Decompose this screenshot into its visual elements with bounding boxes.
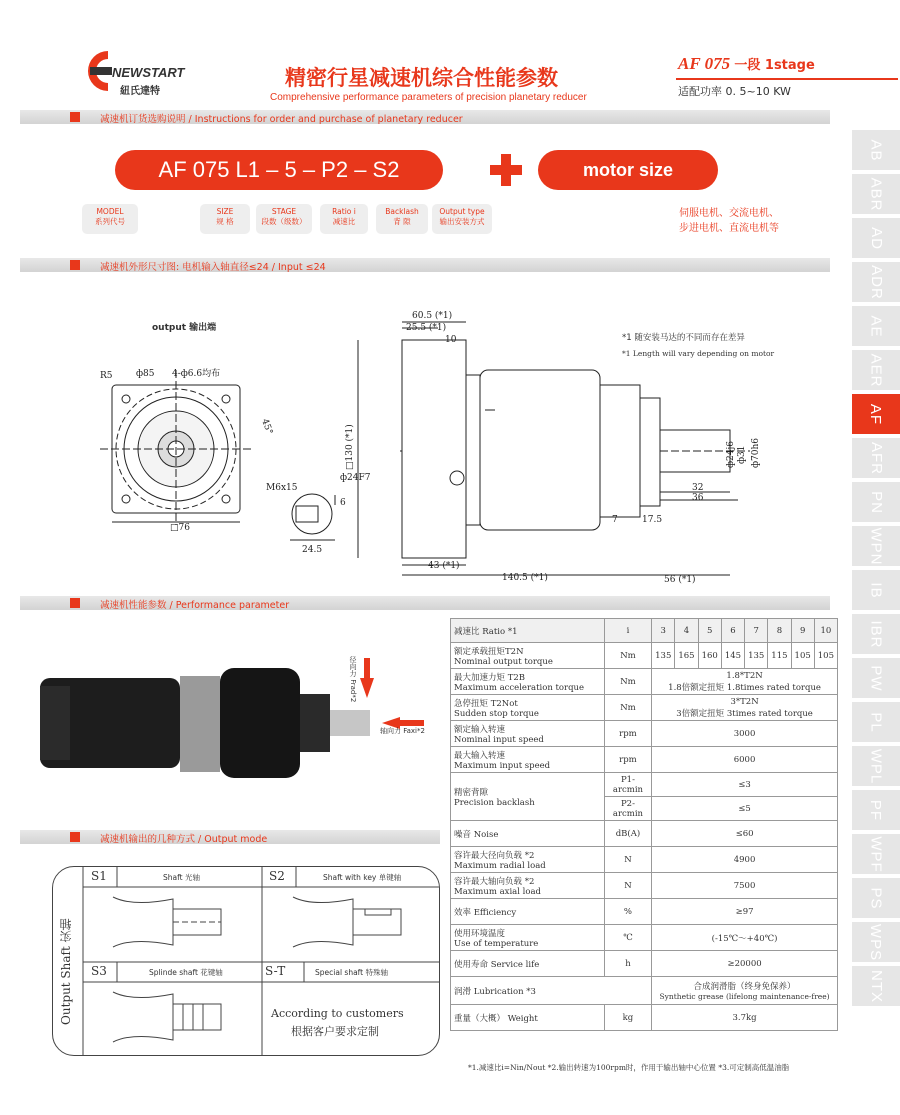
table-cell: 使用环境温度 Use of temperature xyxy=(451,925,605,951)
custom-note-cn: 根据客户要求定制 xyxy=(291,1025,379,1038)
table-cell: 160 xyxy=(698,643,721,669)
table-cell: dB(A) xyxy=(604,821,651,847)
svg-text:ф24F7: ф24F7 xyxy=(340,473,371,483)
side-tab-ibr[interactable] xyxy=(852,614,900,656)
side-tab-label: PL xyxy=(867,711,885,733)
section-marker xyxy=(70,832,80,842)
page-subtitle: Comprehensive performance parameters of precision planetary reducer xyxy=(270,92,587,103)
svg-text:ф31: ф31 xyxy=(737,445,747,464)
side-tab-ad[interactable] xyxy=(852,218,900,260)
table-cell: N xyxy=(604,847,651,873)
side-tab-label: AB xyxy=(867,138,885,162)
side-tab-wps[interactable] xyxy=(852,922,900,964)
side-tab-label: ADR xyxy=(867,264,885,300)
table-row xyxy=(451,1005,838,1031)
table-cell: P2-arcmin xyxy=(604,797,651,821)
section-order xyxy=(20,110,830,124)
table-row xyxy=(451,847,838,873)
table-cell: ≥20000 xyxy=(652,951,838,977)
table-cell: 3*T2N 3倍额定扭矩 3times rated torque xyxy=(652,695,838,721)
table-row xyxy=(451,695,838,721)
section-marker xyxy=(70,598,80,608)
side-tab-label: PF xyxy=(867,799,885,821)
side-tab-label: AD xyxy=(867,226,885,250)
svg-text:24.5: 24.5 xyxy=(302,545,323,555)
side-tab-ntx[interactable] xyxy=(852,966,900,1008)
svg-text:□130 (*1): □130 (*1) xyxy=(345,424,355,470)
table-row xyxy=(451,643,838,669)
tag-stage: STAGE 段数（级数） xyxy=(256,204,312,234)
side-tab-adr[interactable] xyxy=(852,262,900,304)
tag-backlash: Backlash 背 隙 xyxy=(376,204,428,234)
tag-model: MODEL 系列代号 xyxy=(82,204,138,234)
svg-text:56 (*1): 56 (*1) xyxy=(664,575,696,585)
table-cell: 6000 xyxy=(652,747,838,773)
brand-name: NEWSTART xyxy=(112,65,185,80)
motor-size-pill: motor size xyxy=(538,150,718,190)
mode-s1-name: Shaft 光轴 xyxy=(163,873,200,882)
brand-sub: 紐氏達特 xyxy=(120,86,160,97)
side-tab-label: PW xyxy=(867,664,885,692)
table-cell: 3 xyxy=(652,619,675,643)
side-tab-label: WPL xyxy=(867,748,885,784)
table-cell: % xyxy=(604,899,651,925)
svg-text:ф70h6: ф70h6 xyxy=(751,437,761,468)
table-cell: Nm xyxy=(604,695,651,721)
table-cell: 合成润滑脂（终身免保养） Synthetic grease (lifelong maintenance-free) xyxy=(652,977,838,1005)
radial-force-label: 径向力 Frad*2 xyxy=(349,656,357,703)
side-tab-label: AE xyxy=(867,314,885,338)
model-power: 适配功率 0. 5~10 KW xyxy=(678,85,791,98)
side-tab-label: PN xyxy=(867,490,885,514)
table-row xyxy=(451,669,838,695)
side-tab-label: AF xyxy=(867,403,885,425)
table-cell: 115 xyxy=(768,643,791,669)
section-dims xyxy=(20,258,830,272)
table-cell: ℃ xyxy=(604,925,651,951)
side-tab-ib[interactable] xyxy=(852,570,900,612)
tag-output-type: Output type 输出安装方式 xyxy=(432,204,492,234)
table-cell: 5 xyxy=(698,619,721,643)
svg-text:43 (*1): 43 (*1) xyxy=(428,561,460,571)
side-tab-ae[interactable] xyxy=(852,306,900,348)
table-cell: 4 xyxy=(675,619,698,643)
svg-text:45°: 45° xyxy=(259,417,275,437)
side-tab-label: AFR xyxy=(867,441,885,475)
svg-text:6: 6 xyxy=(340,498,346,508)
side-tab-label: PS xyxy=(867,886,885,910)
table-cell: 7 xyxy=(745,619,768,643)
side-tab-label: IB xyxy=(867,581,885,599)
side-tab-ab[interactable] xyxy=(852,130,900,172)
output-mode-table xyxy=(52,866,440,1056)
table-cell: 润滑 Lubrication *3 xyxy=(451,977,652,1005)
table-cell: 额定承载扭矩T2N Nominal output torque xyxy=(451,643,605,669)
svg-text:36: 36 xyxy=(692,493,704,503)
table-cell: 急停扭矩 T2Not Sudden stop torque xyxy=(451,695,605,721)
table-cell: 10 xyxy=(814,619,837,643)
side-tab-pn[interactable] xyxy=(852,482,900,524)
svg-text:140.5 (*1): 140.5 (*1) xyxy=(502,573,548,583)
svg-text:M6x15: M6x15 xyxy=(266,483,298,493)
plus-icon xyxy=(486,150,526,190)
side-tab-pl[interactable] xyxy=(852,702,900,744)
length-note: *1 随安装马达的不同而存在差异 *1 Length will vary depending on motor xyxy=(622,333,775,358)
table-cell: 105 xyxy=(791,643,814,669)
side-tab-label: WPN xyxy=(867,527,885,565)
model-stage: 一段 1stage xyxy=(734,58,815,73)
mode-st-name: Special shaft 特殊轴 xyxy=(315,968,388,977)
section-perf-label: 减速机性能参数 / Performance parameter xyxy=(100,600,290,611)
svg-text:25.5 (*1): 25.5 (*1) xyxy=(406,323,447,333)
table-row xyxy=(451,773,838,797)
table-cell: ≥97 xyxy=(652,899,838,925)
table-cell: 105 xyxy=(814,643,837,669)
table-cell: 135 xyxy=(652,643,675,669)
table-cell: Nm xyxy=(604,643,651,669)
side-tab-wpl[interactable] xyxy=(852,746,900,788)
side-tab-pf[interactable] xyxy=(852,790,900,832)
mode-s3-name: Splinde shaft 花键轴 xyxy=(149,968,223,977)
table-cell: 使用寿命 Service life xyxy=(451,951,605,977)
axial-force-label: 轴向力 Faxi*2 xyxy=(380,727,425,735)
svg-text:4-ф6.6均布: 4-ф6.6均布 xyxy=(172,369,221,379)
table-row xyxy=(451,899,838,925)
table-cell: 8 xyxy=(768,619,791,643)
table-cell: 减速比 Ratio *1 xyxy=(451,619,605,643)
output-mode-grid xyxy=(53,867,440,1056)
table-cell: 9 xyxy=(791,619,814,643)
performance-table xyxy=(450,618,838,1031)
mode-s2-code: S2 xyxy=(269,869,285,883)
mode-s3-code: S3 xyxy=(91,964,107,978)
tag-size: SIZE 规 格 xyxy=(200,204,250,234)
table-row xyxy=(451,619,838,643)
side-tab-aer[interactable] xyxy=(852,350,900,392)
mode-st-code: S-T xyxy=(265,964,286,978)
svg-text:□76: □76 xyxy=(170,523,190,533)
table-cell: h xyxy=(604,951,651,977)
table-cell: kg xyxy=(604,1005,651,1031)
section-perf xyxy=(20,596,830,610)
mode-s2-name: Shaft with key 单键轴 xyxy=(323,873,402,882)
section-marker xyxy=(70,112,80,122)
custom-note-en: According to customers xyxy=(271,1007,404,1020)
table-cell: ≤5 xyxy=(652,797,838,821)
table-cell: 最大加速力矩 T2B Maximum acceleration torque xyxy=(451,669,605,695)
table-cell: 容许最大轴向负载 *2 Maximum axial load xyxy=(451,873,605,899)
order-code-pill: AF 075 L1 – 5 – P2 – S2 xyxy=(115,150,443,190)
output-end-label: output 输出端 xyxy=(152,323,217,333)
table-cell: 6 xyxy=(721,619,744,643)
table-cell: 容许最大径向负载 *2 Maximum radial load xyxy=(451,847,605,873)
section-dims-label: 减速机外形尺寸图: 电机输入轴直径≤24 / Input ≤24 xyxy=(100,262,326,273)
side-tab-wpn[interactable] xyxy=(852,526,900,568)
svg-text:60.5 (*1): 60.5 (*1) xyxy=(412,311,453,321)
model-name: AF 075 xyxy=(678,54,731,73)
reducer-photo xyxy=(30,648,430,808)
mode-s1-code: S1 xyxy=(91,869,107,883)
side-tab-af[interactable] xyxy=(852,394,900,436)
table-row xyxy=(451,977,838,1005)
tag-ratio: Ratio i 减速比 xyxy=(320,204,368,234)
side-tab-label: WPF xyxy=(867,835,885,873)
model-underline xyxy=(676,78,898,80)
page-title: 精密行星减速机综合性能参数 xyxy=(285,66,558,90)
table-cell: 重量（大概） Weight xyxy=(451,1005,605,1031)
side-tab-label: ABR xyxy=(867,177,885,211)
table-cell: 效率 Efficiency xyxy=(451,899,605,925)
table-cell: 135 xyxy=(745,643,768,669)
output-shaft-label: Output Shaft 实轴 xyxy=(59,918,73,1026)
svg-text:R5: R5 xyxy=(100,371,113,381)
svg-text:17.5: 17.5 xyxy=(642,515,663,525)
section-output-label: 减速机输出的几种方式 / Output mode xyxy=(100,834,268,845)
side-tab-pw[interactable] xyxy=(852,658,900,700)
table-cell: 4900 xyxy=(652,847,838,873)
table-cell: (-15℃～+40℃) xyxy=(652,925,838,951)
table-cell: 最大输入转速 Maximum input speed xyxy=(451,747,605,773)
table-row xyxy=(451,925,838,951)
section-order-label: 减速机订货选购说明 / Instructions for order and purchase of planetary reducer xyxy=(100,114,463,125)
side-tab-label: NTX xyxy=(867,969,885,1003)
table-row xyxy=(451,951,838,977)
side-tab-ps[interactable] xyxy=(852,878,900,920)
table-cell: 1.8*T2N 1.8倍额定扭矩 1.8times rated torque xyxy=(652,669,838,695)
section-output xyxy=(20,830,440,844)
side-tab-label: IBR xyxy=(867,619,885,649)
table-cell: 7500 xyxy=(652,873,838,899)
svg-text:7: 7 xyxy=(612,515,618,525)
table-row xyxy=(451,721,838,747)
table-cell: rpm xyxy=(604,721,651,747)
table-cell: 噪音 Noise xyxy=(451,821,605,847)
table-cell: 145 xyxy=(721,643,744,669)
table-cell: 3.7kg xyxy=(652,1005,838,1031)
table-row xyxy=(451,821,838,847)
table-cell: i xyxy=(604,619,651,643)
motor-types-note: 伺服电机、交流电机、 步进电机、直流电机等 xyxy=(679,208,779,234)
side-tab-wpf[interactable] xyxy=(852,834,900,876)
table-cell: 3000 xyxy=(652,721,838,747)
svg-text:ф24j6: ф24j6 xyxy=(726,440,736,468)
table-cell: 精密背隙 Precision backlash xyxy=(451,773,605,821)
side-tab-afr[interactable] xyxy=(852,438,900,480)
table-cell: N xyxy=(604,873,651,899)
table-cell: ≤60 xyxy=(652,821,838,847)
model-title xyxy=(678,54,815,74)
side-tab-abr[interactable] xyxy=(852,174,900,216)
section-marker xyxy=(70,260,80,270)
side-tab-label: AER xyxy=(867,353,885,387)
svg-text:32: 32 xyxy=(692,483,704,493)
table-cell: 额定输入转速 Nominal input speed xyxy=(451,721,605,747)
table-cell: ≤3 xyxy=(652,773,838,797)
table-cell: rpm xyxy=(604,747,651,773)
table-cell: 165 xyxy=(675,643,698,669)
table-cell: Nm xyxy=(604,669,651,695)
table-row xyxy=(451,747,838,773)
table-row xyxy=(451,873,838,899)
side-tab-label: WPS xyxy=(867,923,885,961)
svg-text:ф85: ф85 xyxy=(136,369,155,379)
footnote: *1.减速比i=Nin/Nout *2.输出转速为100rpm时，作用于输出轴中心位置 *3.可定制高低温油脂 xyxy=(468,1063,790,1072)
table-cell: P1-arcmin xyxy=(604,773,651,797)
svg-text:10: 10 xyxy=(445,335,457,345)
